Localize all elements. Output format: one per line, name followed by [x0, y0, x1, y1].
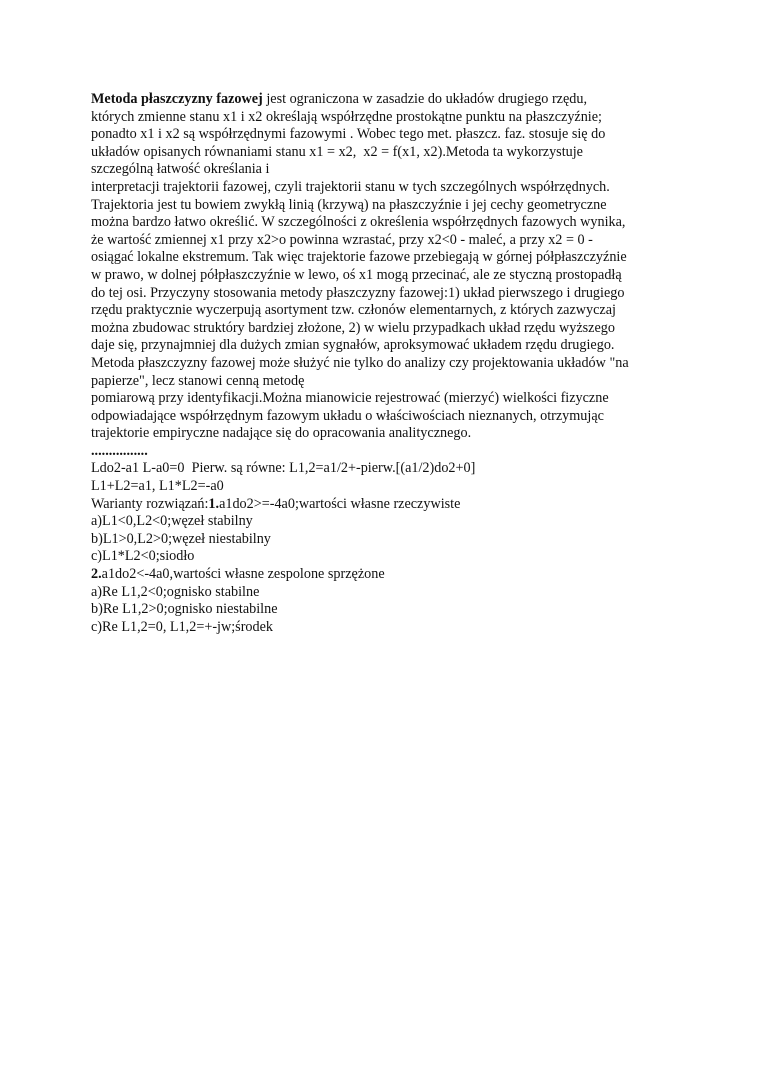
- line-text: w prawo, w dolnej półpłaszczyźnie w lewo, oś x1 mogą przecinać, ale ze styczną prostopadłą: [91, 266, 622, 283]
- line-text: a1do2>=-4a0;wartości własne rzeczywiste: [219, 495, 461, 512]
- equation-line: [91, 460, 671, 478]
- line-text: a)Re L1,2<0;ognisko stabilne: [91, 583, 260, 600]
- line-text: Metoda płaszczyzny fazowej może służyć nie tylko do analizy czy projektowania układów "na: [91, 354, 629, 371]
- text-line: [91, 144, 671, 162]
- equation-line: [91, 478, 671, 496]
- line-text: jest ograniczona w zasadzie do układów drugiego rzędu,: [262, 91, 588, 107]
- heading-term: Metoda płaszczyzny fazowej: [91, 91, 263, 107]
- list-item: [91, 584, 671, 602]
- text-line: [91, 109, 671, 127]
- line-text: papierze", lecz stanowi cenną metodę: [91, 372, 305, 389]
- line-text: c)Re L1,2=0, L1,2=+-jw;środek: [91, 618, 273, 635]
- list-item: [91, 531, 671, 549]
- text-line: [91, 285, 671, 303]
- text-line: [91, 302, 671, 320]
- text-line: [91, 373, 671, 391]
- line-text: b)L1>0,L2>0;węzeł niestabilny: [91, 530, 271, 547]
- list-item: [91, 548, 671, 566]
- text-line: [91, 425, 671, 443]
- line-text: pomiarową przy identyfikacji.Można mianowicie rejestrować (mierzyć) wielkości fizyczne: [91, 390, 609, 407]
- list-item: [91, 601, 671, 619]
- text-line: [91, 320, 671, 338]
- line-text: Warianty rozwiązań:: [91, 495, 209, 512]
- text-line: [91, 390, 671, 408]
- text-line: [91, 197, 671, 215]
- list-item: [91, 619, 671, 637]
- text-line: [91, 91, 671, 109]
- line-text: Ldo2-a1 L-a0=0 Pierw. są równe: L1,2=a1/2+-pierw.[(a1/2)do2+0]: [91, 460, 476, 477]
- text-line: [91, 214, 671, 232]
- document-body: [91, 91, 671, 636]
- line-text: interpretacji trajektorii fazowej, czyli trajektorii stanu w tych szczególnych współrzędnych.: [91, 178, 610, 195]
- line-text: odpowiadające współrzędnym fazowym układu o właściwościach nieznanych, otrzymując: [91, 407, 604, 424]
- dots-text: ................: [91, 442, 148, 459]
- text-line: [91, 337, 671, 355]
- line-text: c)L1*L2<0;siodło: [91, 548, 195, 565]
- text-line: [91, 126, 671, 144]
- line-text: a)L1<0,L2<0;węzeł stabilny: [91, 513, 253, 530]
- text-line: [91, 179, 671, 197]
- line-text: układów opisanych równaniami stanu x1 = x2, x2 = f(x1, x2).Metoda ta wykorzystuje: [91, 143, 583, 160]
- line-text: do tej osi. Przyczyny stosowania metody płaszczyzny fazowej:1) układ pierwszego i drugiego: [91, 284, 625, 301]
- text-line: [91, 249, 671, 267]
- line-text: trajektorie empiryczne nadające się do opracowania analitycznego.: [91, 425, 472, 442]
- text-line: [91, 267, 671, 285]
- line-text: L1+L2=a1, L1*L2=-a0: [91, 478, 224, 495]
- line-text: że wartość zmiennej x1 przy x2>o powinna wzrastać, przy x2<0 - maleć, a przy x2 = 0 -: [91, 231, 593, 248]
- variants-heading: [91, 566, 671, 584]
- line-text: a1do2<-4a0,wartości własne zespolone sprzężone: [101, 566, 385, 583]
- text-line: [91, 232, 671, 250]
- line-text: można zbudowac struktóry bardziej złożone, 2) w wielu przypadkach układ rzędu wyższego: [91, 319, 615, 336]
- line-text: szczególną łatwość określania i: [91, 161, 270, 178]
- line-text: ponadto x1 i x2 są współrzędnymi fazowymi . Wobec tego met. płaszcz. faz. stosuje się do: [91, 126, 606, 143]
- line-text: daje się, przynajmniej dla dużych zmian sygnałów, aproksymować układem rzędu drugiego.: [91, 337, 615, 354]
- line-text: osiągać lokalne ekstremum. Tak więc trajektorie fazowe przebiegają w górnej półpłaszczyźnie: [91, 249, 627, 266]
- separator-dots: [91, 443, 671, 461]
- list-item: [91, 513, 671, 531]
- line-text: można bardzo łatwo określić. W szczególności z określenia współrzędnych fazowych wynika,: [91, 214, 626, 231]
- line-text: Trajektoria jest tu bowiem zwykłą linią (krzywą) na płaszczyźnie i jej cechy geometryczne: [91, 196, 607, 213]
- variants-heading: [91, 496, 671, 514]
- text-line: [91, 355, 671, 373]
- line-text: rzędu praktycznie wyczerpują asortyment tzw. członów elementarnych, z których zazwyczaj: [91, 302, 616, 319]
- variant-number: 1.: [208, 495, 220, 512]
- text-line: [91, 408, 671, 426]
- line-text: b)Re L1,2>0;ognisko niestabilne: [91, 601, 278, 618]
- line-text: których zmienne stanu x1 i x2 określają współrzędne prostokątne punktu na płaszczyźnie;: [91, 108, 602, 125]
- text-line: [91, 161, 671, 179]
- variant-number: 2.: [91, 566, 102, 583]
